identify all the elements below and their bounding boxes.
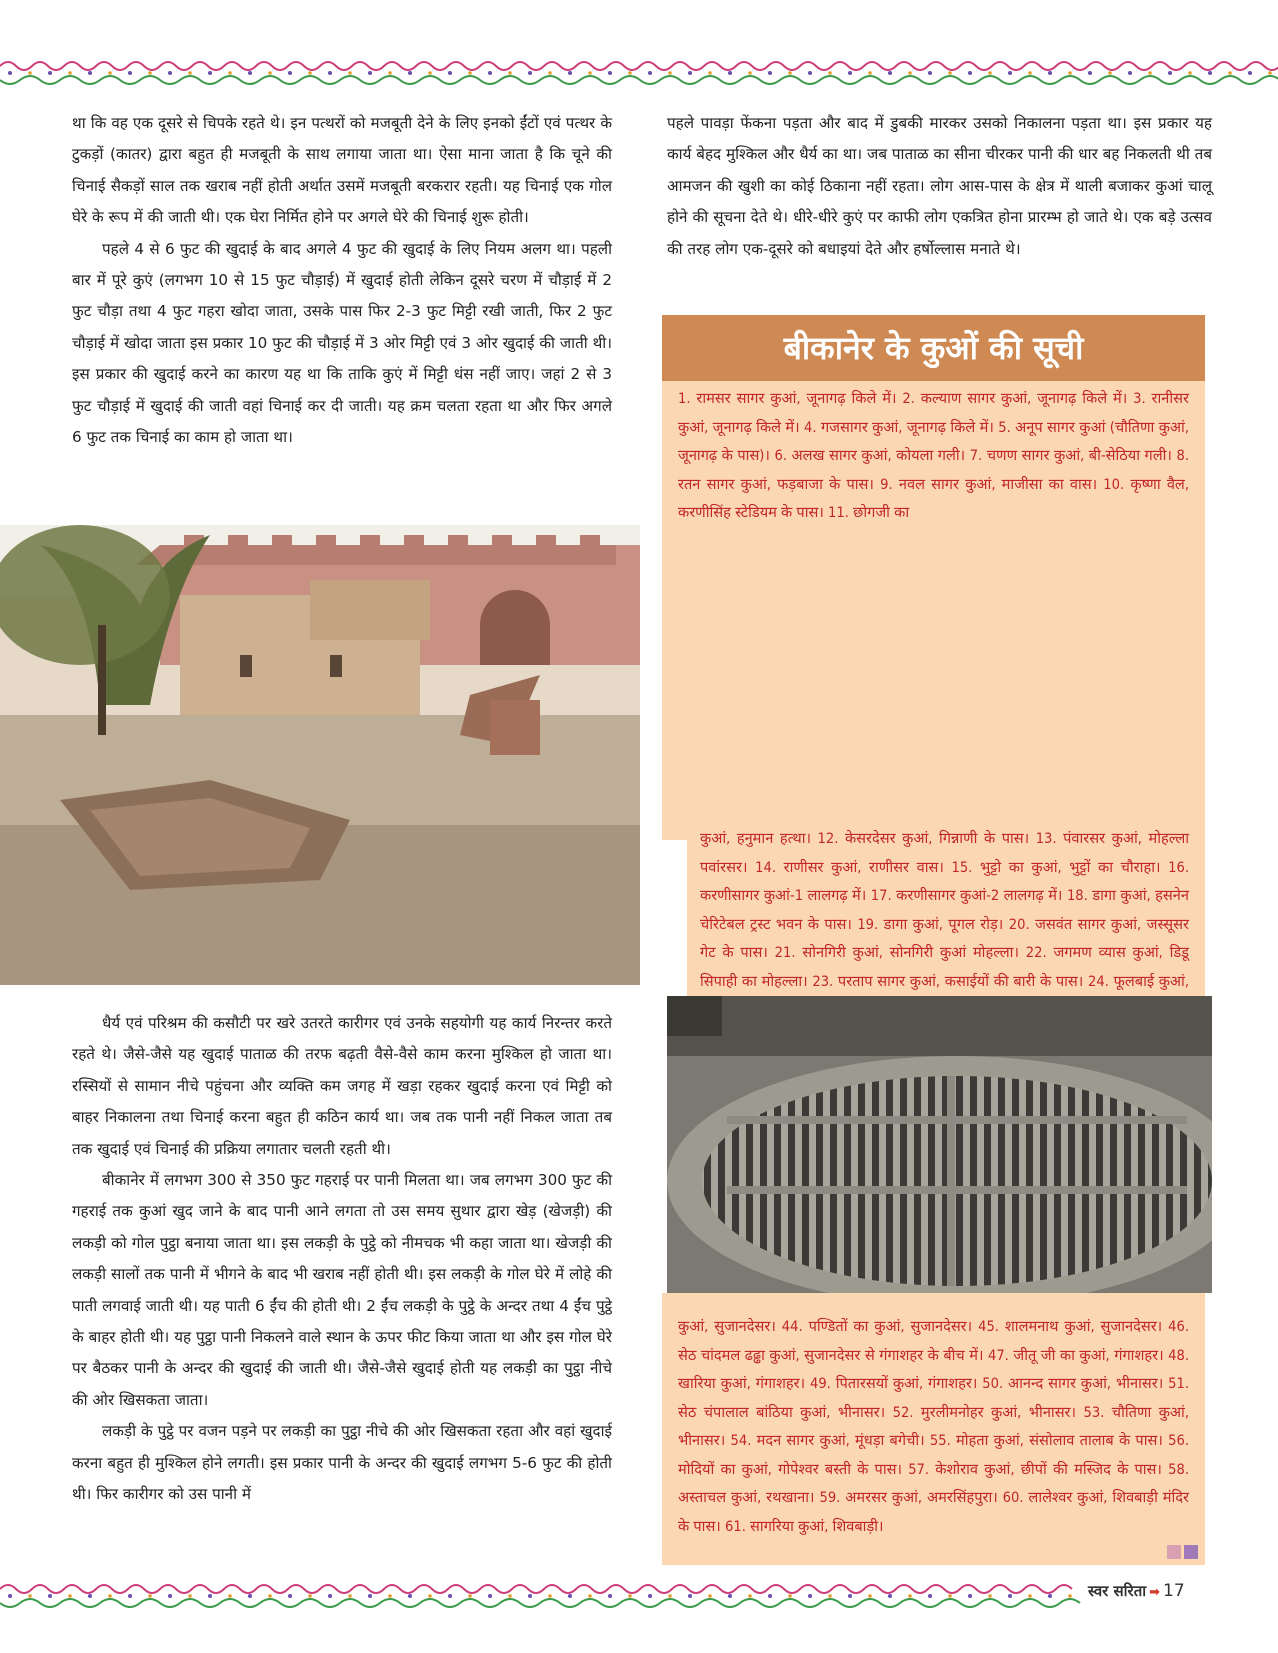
left-column-bottom-text [72, 1008, 612, 1511]
magazine-name: स्वर सरिता [1088, 1582, 1147, 1600]
wells-list-part-1: 1. रामसर सागर कुआं, जूनागढ़ किले में। 2. कल्याण सागर कुआं, जूनागढ़ किले में। 3. रानीसर कुआं, जूनागढ़ किले में। 4. गजसागर कुआं, जूनागढ़ किले में। 5. अनूप सागर कुआं (चौतिणा कुआं, जूनागढ़ के पास)। 6. अलख सागर कुआं, कोयला गली। 7. चणण सागर कुआं, बी-सेठिया गली। 8. रतन सागर कुआं, फड़बाजा के पास। 9. नवल सागर कुआं, माजीसा का वास। 10. कृष्णा वैल, करणीसिंह स्टेडियम के पास। 11. छोगजी का [678, 390, 1189, 521]
page-number: 17 [1163, 1581, 1185, 1601]
photo-old-well-site [0, 525, 640, 985]
box-title: बीकानेर के कुओं की सूची [783, 329, 1084, 367]
paragraph: बीकानेर में लगभग 300 से 350 फुट गहराई पर पानी मिलता था। जब लगभग 300 फुट की गहराई तक कुआं खुद जाने के बाद पानी आने लगता तो उस समय सुथार द्वारा खेड़ (खेजड़ी) की लकड़ी को गोल पुट्ठा बनाया जाता था। इस लकड़ी के पुट्ठे को नीमचक भी कहा जाता था। खेजड़ी की लकड़ी सालों तक पानी में भीगने के बाद भी खराब नहीं होती थी। इस लकड़ी के गोल घेरे में लोहे की पाती लगवाई जाती थी। यह पाती 6 ईंच की होती थी। 2 ईंच लकड़ी के पुट्ठे के अन्दर तथा 4 ईंच पुट्ठे के बाहर होती थी। यह पुट्ठा पानी निकलने वाले स्थान के ऊपर फीट किया जाता था और इस गोल घेरे पर बैठकर पानी के अन्दर की खुदाई की जाती थी। जैसे-जैसे खुदाई होती यह लकड़ी का पुट्ठा नीचे की ओर खिसकता जाता। [72, 1171, 612, 1409]
page-footer [1088, 1579, 1185, 1603]
arrow-right-icon: ➡ [1149, 1585, 1161, 1600]
top-decorative-border [0, 54, 1278, 94]
right-column-top-text [667, 108, 1212, 265]
paragraph: धैर्य एवं परिश्रम की कसौटी पर खरे उतरते कारीगर एवं उनके सहयोगी यह कार्य निरन्तर करते रहते थे। जैसे-जैसे यह खुदाई पाताळ की तरफ बढ़ती वैसे-वैसे काम करना मुश्किल हो जाता था। रस्सियों से सामान नीचे पहुंचना और व्यक्ति कम जगह में खड़ा रहकर खुदाई करना एवं मिट्टी को बाहर निकालना तथा चिनाई करना बहुत ही कठिन कार्य था। जब तक पानी नहीं निकल जाता तब तक खुदाई एवं चिनाई की प्रक्रिया लगातार चलती रहती थी। [72, 1014, 612, 1158]
left-column-top-text [72, 108, 612, 453]
wells-list-part-3: कुआं, सुजानदेसर। 44. पण्डितों का कुआं, सुजानदेसर। 45. शालमनाथ कुआं, सुजानदेसर। 46. सेठ चांदमल ढढ्ढा कुआं, सुजानदेसर से गंगाशहर के बीच में। 47. जीतू जी का कुआं, गंगाशहर। 48. खारिया कुआं, गंगाशहर। 49. पितारसयों कुआं, गंगाशहर। 50. आनन्द सागर कुआं, भीनासर। 51. सेठ चंपालाल बांठिया कुआं, भीनासर। 52. मुरलीमनोहर कुआं, भीनासर। 53. चौतिणा कुआं, भीनासर। 54. मदन सागर कुआं, मूंधड़ा बगेची। 55. मोहता कुआं, संसोलाव तालाब के पास। 56. मोदियों का कुआं, गोपेश्वर बस्ती के पास। 57. केशोराव कुआं, छीपों की मस्जिद के पास। 58. अस्ताचल कुआं, रथखाना। 59. अमरसर कुआं, अमरसिंहपुरा। 60. लालेश्वर कुआं, शिवबाड़ी मंदिर के पास। 61. सागरिया कुआं, शिवबाड़ी। [678, 1318, 1189, 1535]
decorative-square [1167, 1545, 1181, 1559]
wells-list-part-2: कुआं, हनुमान हत्था। 12. केसरदेसर कुआं, गिन्नाणी के पास। 13. पंवारसर कुआं, मोहल्ला पवांरसर। 14. राणीसर कुआं, राणीसर वास। 15. भुट्टो का कुआं, भुट्टों का चौराहा। 16. करणीसागर कुआं-1 लालगढ़ में। 17. करणीसागर कुआं-2 लालगढ़ में। 18. डागा कुआं, हसनेन चेरिटेबल ट्रस्ट भवन के पास। 19. डागा कुआं, पूगल रोड़। 20. जसवंत सागर कुआं, जस्सूसर गेट के पास। 21. सोनगिरी कुआं, सोनगिरी कुआं मोहल्ला। 22. जगमण व्यास कुआं, डिडू सिपाही का मोहल्ला। 23. परताप सागर कुआं, कसाईयों की बारी के पास। 24. फूलबाई कुआं, [700, 830, 1189, 990]
paragraph: था कि वह एक दूसरे से चिपके रहते थे। इन पत्थरों को मजबूती देने के लिए इनको ईंटों एवं पत्थर के टुकड़ों (कातर) द्वारा बहुत ही मजबूती के साथ लगाया जाता था। ऐसा माना जाता है कि चूने की चिनाई सैकड़ों साल तक खराब नहीं होती अर्थात उसमें मजबूती बरकरार रहती। यह चिनाई एक गोल घेरे के रूप में की जाती थी। एक घेरा निर्मित होने पर अगले घेरे की चिनाई शुरू होती। [72, 114, 612, 227]
decorative-square [1184, 1545, 1198, 1559]
photo-well-iron-grille [667, 996, 1212, 1293]
bottom-decorative-border [0, 1577, 1278, 1617]
paragraph: पहले पावड़ा फेंकना पड़ता और बाद में डुबकी मारकर उसको निकालना पड़ता था। इस प्रकार यह कार्य बेहद मुश्किल और धैर्य का था। जब पाताळ का सीना चीरकर पानी की धार बह निकलती थी तब आमजन की खुशी का कोई ठिकाना नहीं रहता। लोग आस-पास के क्षेत्र में थाली बजाकर कुआं चालू होने की सूचना देते थे। धीरे-धीरे कुएं पर काफी लोग एकत्रित होना प्रारम्भ हो जाते थे। एक बड़े उत्सव की तरह लोग एक-दूसरे को बधाइयां देते और हर्षोल्लास मनाते थे। [667, 114, 1212, 258]
paragraph: लकड़ी के पुट्ठे पर वजन पड़ने पर लकड़ी का पुट्ठा नीचे की ओर खिसकता रहता और वहां खुदाई करना बहुत ही मुश्किल होने लगती। इस प्रकार पानी के अन्दर की खुदाई लगभग 5-6 फुट की होती थी। फिर कारीगर को उस पानी में [72, 1422, 612, 1504]
paragraph: पहले 4 से 6 फुट की खुदाई के बाद अगले 4 फुट की खुदाई के लिए नियम अलग था। पहली बार में पूरे कुएं (लगभग 10 से 15 फुट चौड़ाई) में खुदाई होती लेकिन दूसरे चरण में चौड़ाई में 2 फुट चौड़ा तथा 4 फुट गहरा खोदा जाता, उसके पास फिर 2-3 फुट मिट्टी रखी जाती, फिर 2 फुट चौड़ाई में खोदा जाता इस प्रकार 10 फुट की चौड़ाई में 3 ओर मिट्टी एवं 3 ओर खुदाई की जाती थी। इस प्रकार की खुदाई करने का कारण यह था कि ताकि कुएं में मिट्टी धंस नहीं जाए। जहां 2 से 3 फुट चौड़ाई में खुदाई की जाती वहां चिनाई कर दी जाती। यह क्रम चलता रहता था और फिर अगले 6 फुट तक चिनाई का काम हो जाता था। [72, 239, 612, 447]
wells-list-box [662, 315, 1205, 1565]
